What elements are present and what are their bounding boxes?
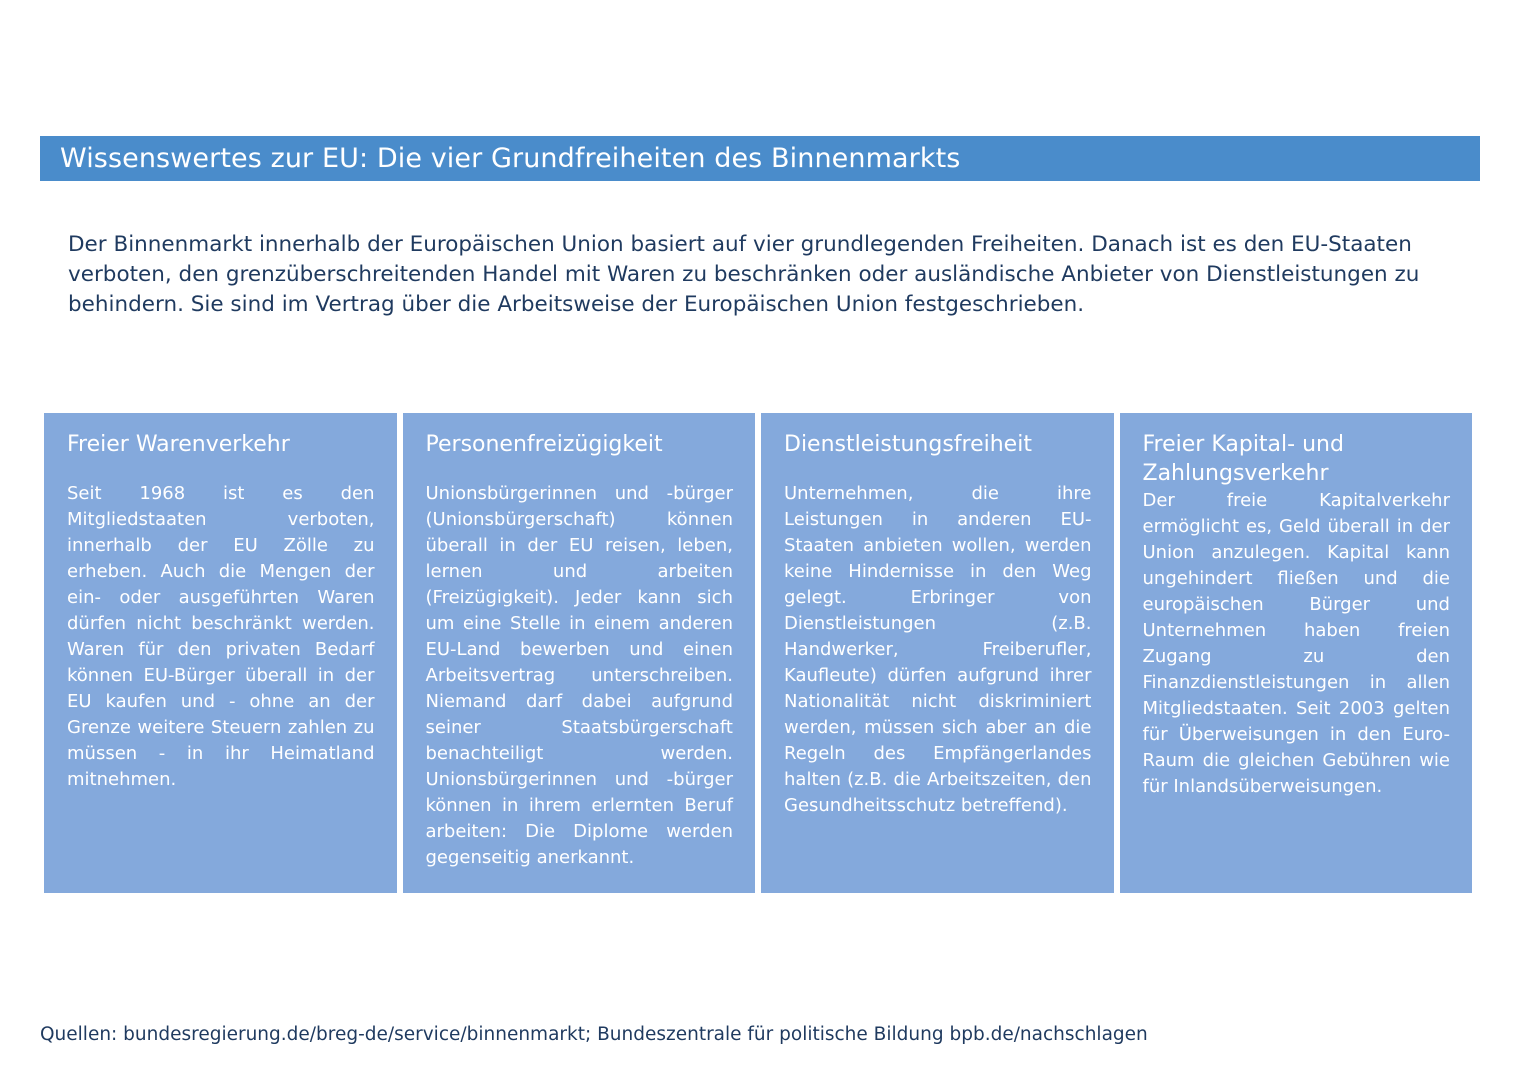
card-freier-warenverkehr [44, 413, 397, 893]
card-heading: Dienstleistungsfreiheit [784, 432, 1032, 457]
card-dienstleistungsfreiheit [761, 413, 1114, 893]
card-text: Der freie Kapitalverkehr ermöglicht es, Geld überall in der Union anzulegen. Kapital kann ungehindert fließen und die europäischen Bürger und Unternehmen haben freien Zugang zu den Finanzdienstleistungen in allen Mitgliedstaaten. Seit 2003 gelten für Überweisungen in den Euro-Raum die gleichen Gebühren wie für Inlandsüberweisungen. [1142, 490, 1450, 797]
card-personenfreizuegigkeit [403, 413, 756, 893]
card-kapital-zahlungsverkehr [1120, 413, 1473, 893]
intro-paragraph: Der Binnenmarkt innerhalb der Europäischen Union basiert auf vier grundlegenden Freiheiten. Danach ist es den EU-Staaten verboten, den grenzüberschreitenden Handel mit Waren zu beschränken oder ausländische Anbieter von Dienstleistungen zu behindern. Sie sind im Vertrag über die Arbeitsweise der Europäischen Union festgeschrieben. [68, 232, 1420, 317]
card-heading: Personenfreizügigkeit [425, 432, 663, 457]
title-bar [40, 136, 1480, 181]
card-heading: Freier Kapital- und Zahlungsverkehr [1142, 432, 1344, 486]
card-text: Unternehmen, die ihre Leistungen in anderen EU-Staaten anbieten wollen, werden keine Hindernisse in den Weg gelegt. Erbringer von Dienstleistungen (z.B. Handwerker, Freiberufler, Kaufleute) dürfen aufgrund ihrer Nationalität nicht diskriminiert werden, müssen sich aber an die Regeln des Empfängerlandes halten (z.B. die Arbeitszeiten, den Gesundheitsschutz betreffend). [784, 483, 1092, 816]
freedoms-cards [44, 413, 1472, 893]
card-text: Unionsbürgerinnen und -bürger (Unionsbürgerschaft) können überall in der EU reisen, leben, lernen und arbeiten (Freizügigkeit). Jeder kann sich um eine Stelle in einem anderen EU-Land bewerben und einen Arbeitsvertrag unterschreiben. Niemand darf dabei aufgrund seiner Staatsbürgerschaft benachteiligt werden. Unionsbürgerinnen und -bürger können in ihrem erlernten Beruf arbeiten: Die Diplome werden gegenseitig anerkannt. [425, 483, 733, 868]
page-title: Wissenswertes zur EU: Die vier Grundfreiheiten des Binnenmarkts [60, 143, 961, 174]
sources-line: Quellen: bundesregierung.de/breg-de/service/binnenmarkt; Bundeszentrale für politische Bildung bpb.de/nachschlagen [40, 1024, 1148, 1045]
card-heading: Freier Warenverkehr [67, 432, 290, 457]
card-text: Seit 1968 ist es den Mitgliedstaaten verboten, innerhalb der EU Zölle zu erheben. Auch die Mengen der ein- oder ausgeführten Waren dürfen nicht beschränkt werden. Waren für den privaten Bedarf können EU-Bürger überall in der EU kaufen und - ohne an der Grenze weitere Steuern zahlen zu müssen - in ihr Heimatland mitnehmen. [67, 483, 375, 790]
